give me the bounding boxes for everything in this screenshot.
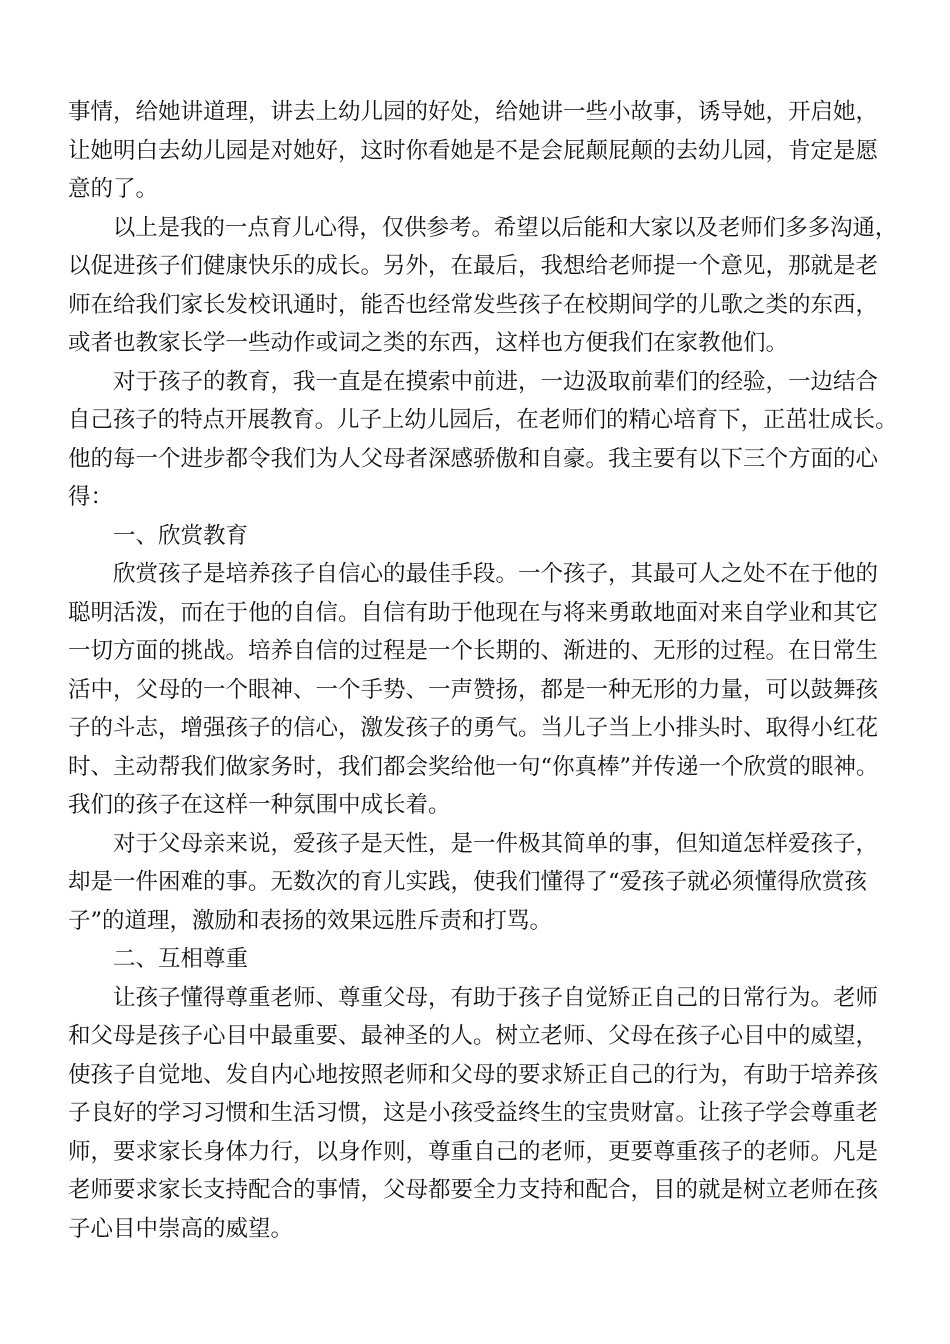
text-line: 我们的孩子在这样一种氛围中成长着。 — [68, 792, 451, 818]
text-line: 子良好的学习习惯和生活习惯，这是小孩受益终生的宝贵财富。让孩子学会尊重老 — [68, 1100, 879, 1126]
text-line: 让孩子懂得尊重老师、尊重父母，有助于孩子自觉矫正自己的日常行为。老师 — [113, 984, 879, 1011]
text-line: 事情，给她讲道理，讲去上幼儿园的好处，给她讲一些小故事，诱导她，开启她， — [68, 99, 879, 125]
text-line: 子心目中崇高的威望。 — [68, 1215, 294, 1242]
text-line: 师在给我们家长发校讯通时，能否也经常发些孩子在校期间学的儿歌之类的东西， — [68, 291, 879, 318]
text-line: 对于孩子的教育，我一直是在摸索中前进，一边汲取前辈们的经验，一边结合 — [113, 368, 879, 395]
text-line: 子的斗志，增强孩子的信心，激发孩子的勇气。当儿子当上小排头时、取得小红花 — [68, 715, 879, 741]
text-line: 老师要求家长支持配合的事情，父母都要全力支持和配合，目的就是树立老师在孩 — [68, 1177, 879, 1203]
text-line: 意的了。 — [68, 176, 159, 202]
text-line: 或者也教家长学一些动作或词之类的东西，这样也方便我们在家教他们。 — [68, 330, 789, 356]
text-line: 以促进孩子们健康快乐的成长。另外，在最后，我想给老师提一个意见，那就是老 — [68, 253, 879, 279]
text-line: 却是一件困难的事。无数次的育儿实践，使我们懂得了“爱孩子就必须懂得欣赏孩 — [68, 869, 868, 895]
document-page — [68, 93, 898, 1248]
text-line: 得： — [68, 484, 114, 510]
text-line: 时、主动帮我们做家务时，我们都会奖给他一句“你真棒”并传递一个欣赏的眼神。 — [68, 753, 879, 780]
text-line: 二、互相尊重 — [113, 946, 249, 972]
text-line: 一、欣赏教育 — [113, 522, 249, 549]
text-line: 欣赏孩子是培养孩子自信心的最佳手段。一个孩子，其最可人之处不在于他的 — [113, 561, 879, 587]
text-line: 对于父母亲来说，爱孩子是天性，是一件极其简单的事，但知道怎样爱孩子， — [113, 830, 879, 857]
text-line: 他的每一个进步都令我们为人父母者深感骄傲和自豪。我主要有以下三个方面的心 — [68, 445, 879, 472]
text-line: 自己孩子的特点开展教育。儿子上幼儿园后，在老师们的精心培育下，正茁壮成长。 — [68, 407, 898, 433]
text-line: 让她明白去幼儿园是对她好，这时你看她是不是会屁颠屁颠的去幼儿园，肯定是愿 — [68, 137, 879, 164]
text-line: 使孩子自觉地、发自内心地按照老师和父母的要求矫正自己的行为，有助于培养孩 — [68, 1061, 879, 1088]
text-line: 师，要求家长身体力行，以身作则，尊重自己的老师，更要尊重孩子的老师。凡是 — [68, 1138, 879, 1165]
text-line: 以上是我的一点育儿心得，仅供参考。希望以后能和大家以及老师们多多沟通， — [112, 214, 898, 241]
text-line: 活中，父母的一个眼神、一个手势、一声赞扬，都是一种无形的力量，可以鼓舞孩 — [68, 676, 879, 703]
text-line: 和父母是孩子心目中最重要、最神圣的人。树立老师、父母在孩子心目中的威望， — [68, 1023, 879, 1049]
text-line: 子”的道理，激励和表扬的效果远胜斥责和打骂。 — [68, 907, 553, 934]
text-line: 一切方面的挑战。培养自信的过程是一个长期的、渐进的、无形的过程。在日常生 — [68, 638, 879, 664]
text-line: 聪明活泼，而在于他的自信。自信有助于他现在与将来勇敢地面对来自学业和其它 — [68, 599, 879, 626]
